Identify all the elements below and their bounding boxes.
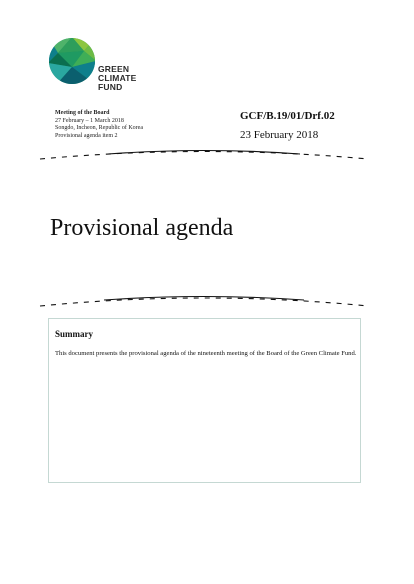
page-title: Provisional agenda — [50, 215, 234, 241]
meeting-info — [55, 110, 143, 140]
top-divider — [38, 148, 370, 164]
middle-divider — [38, 294, 370, 310]
document-reference — [240, 109, 335, 142]
logo-line-1: GREEN — [98, 64, 130, 74]
gcf-globe-icon — [48, 37, 96, 85]
meeting-agenda-item: Provisional agenda item 2 — [55, 132, 118, 139]
gcf-logo — [48, 37, 148, 97]
gcf-wordmark — [98, 65, 137, 92]
document-date: 23 February 2018 — [240, 129, 319, 141]
logo-line-2: CLIMATE — [98, 73, 137, 83]
meeting-title: Meeting of the Board — [55, 110, 110, 116]
meeting-location: Songdo, Incheon, Republic of Korea — [55, 125, 143, 131]
summary-heading: Summary — [55, 329, 93, 339]
meeting-dates: 27 February – 1 March 2018 — [55, 117, 124, 124]
summary-box — [48, 318, 361, 483]
logo-line-3: FUND — [98, 82, 123, 92]
document-symbol: GCF/B.19/01/Drf.02 — [240, 110, 335, 122]
summary-text: This document presents the provisional agenda of the nineteenth meeting of the Board of the Green Climate Fund. — [55, 350, 357, 357]
